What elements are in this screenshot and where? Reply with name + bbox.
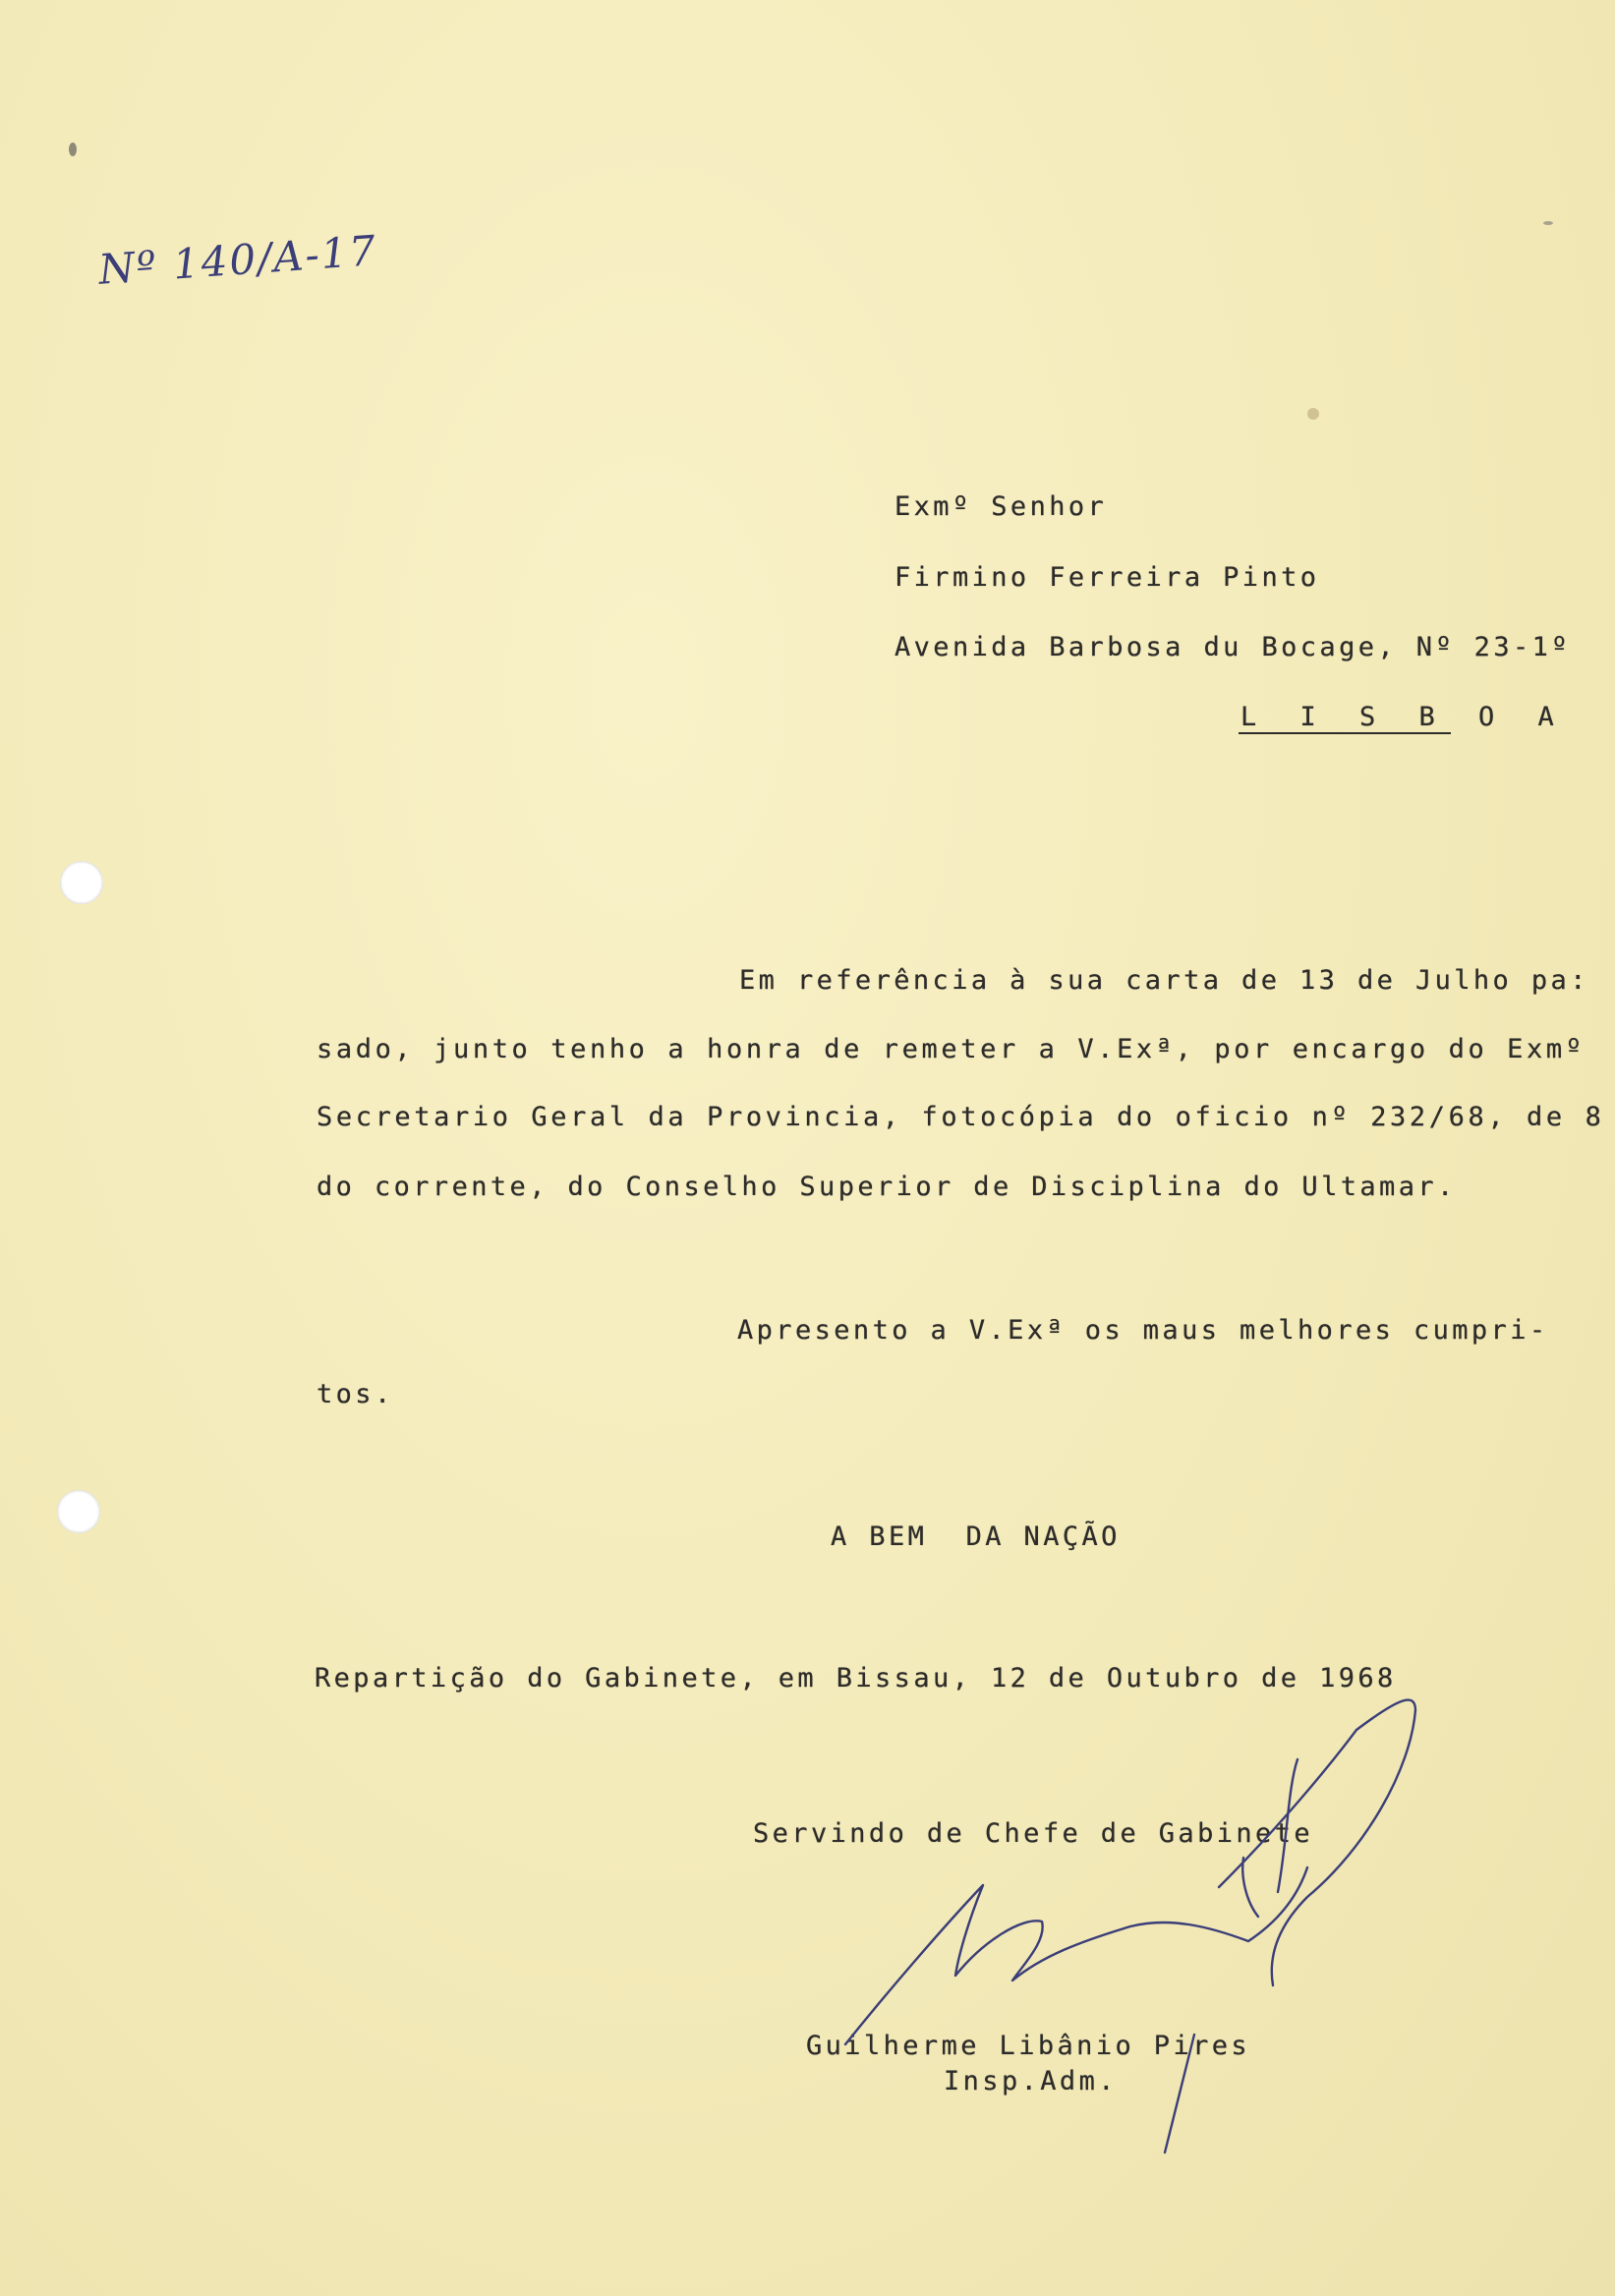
- body-line: tos.: [317, 1379, 394, 1409]
- signer-role: Servindo de Chefe de Gabinete: [753, 1818, 1314, 1849]
- body-line: sado, junto tenho a honra de remeter a V.Exª, por encargo do Exmº: [317, 1034, 1586, 1064]
- body-line: Em referência à sua carta de 13 de Julho pa:: [739, 965, 1589, 996]
- recipient-name: Firmino Ferreira Pinto: [894, 562, 1320, 593]
- handwritten-reference: Nº 140/A-17: [96, 226, 379, 294]
- place-date: Repartição do Gabinete, em Bissau, 12 de Outubro de 1968: [315, 1663, 1397, 1693]
- signer-title: Insp.Adm.: [944, 2066, 1118, 2096]
- body-line: Apresento a V.Exª os maus melhores cumpri-: [737, 1315, 1549, 1346]
- recipient-address: Avenida Barbosa du Bocage, Nº 23-1º: [894, 632, 1571, 662]
- recipient-city: L I S B O A: [1240, 702, 1568, 732]
- signer-name: Guilherme Libânio Pires: [806, 2031, 1251, 2061]
- closing-motto: A BEM DA NAÇÃO: [831, 1521, 1121, 1552]
- recipient-salutation: Exmº Senhor: [894, 491, 1108, 522]
- body-line: do corrente, do Conselho Superior de Disciplina do Ultamar.: [317, 1172, 1457, 1202]
- body-line: Secretario Geral da Provincia, fotocópia do oficio nº 232/68, de 8: [317, 1102, 1605, 1132]
